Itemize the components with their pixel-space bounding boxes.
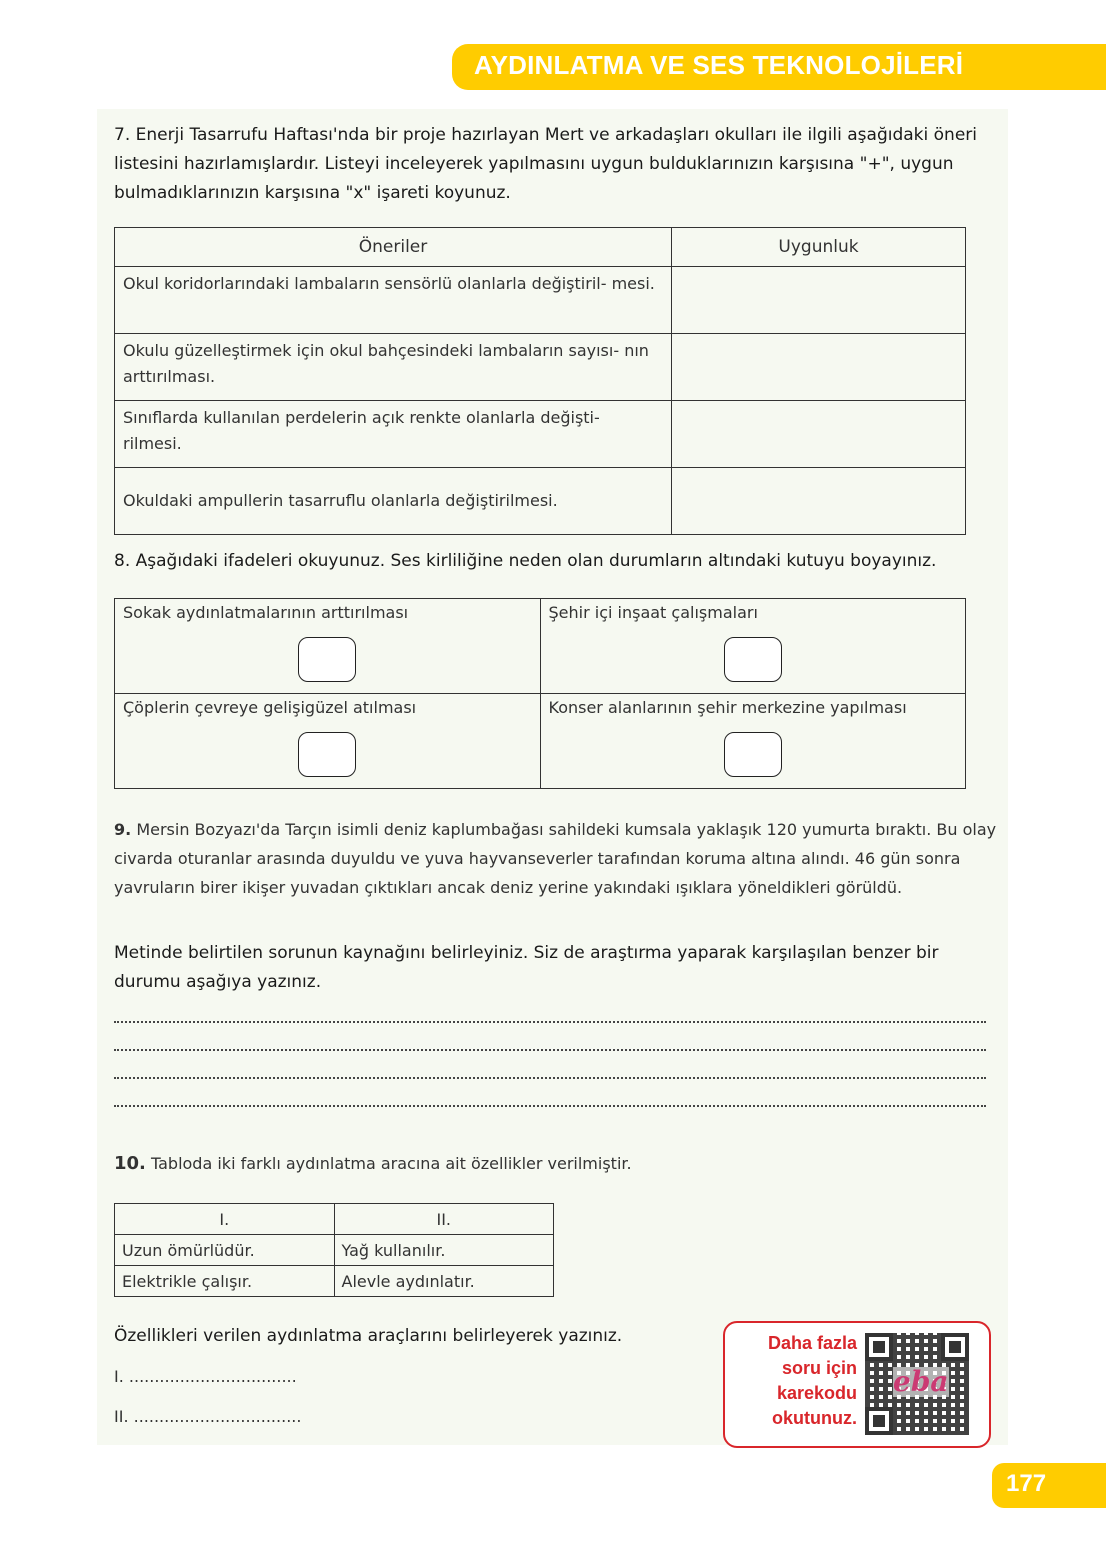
paint-box[interactable] [724,637,782,682]
statement-cell [115,694,541,789]
question-7-number: 7. [114,125,131,145]
noise-pollution-table [114,598,966,789]
answer-cell[interactable] [672,401,966,468]
question-10-number: 10. [114,1153,146,1174]
question-10-text: Tabloda iki farklı aydınlatma aracına ait özellikler verilmiştir. [150,1154,632,1173]
statement-text: Çöplerin çevreye gelişigüzel atılması [123,698,417,717]
suggestion-cell: Sınıflarda kullanılan perdelerin açık renkte olanlarla değişti- rilmesi. [115,401,672,468]
table-row [115,1235,554,1266]
question-10-prompt [114,1322,714,1351]
qr-text-line: okutunuz. [772,1408,857,1428]
suggestion-cell: Okul koridorlarındaki lambaların sensörlü olanlarla değiştiril- mesi. [115,267,672,334]
table-row [115,401,966,468]
answer-line-ii[interactable]: II. ................................. [114,1407,302,1426]
qr-finder-icon [865,1407,893,1435]
feature-cell: Elektrikle çalışır. [115,1266,335,1297]
question-9-number: 9. [114,820,132,839]
table-row [115,1266,554,1297]
lighting-tools-table [114,1203,554,1297]
qr-finder-icon [865,1333,893,1361]
page-number-badge [992,1463,1106,1508]
table-row [115,334,966,401]
qr-callout [723,1321,991,1448]
answer-line[interactable] [114,1075,986,1079]
answer-cell[interactable] [672,468,966,535]
chapter-header [452,44,1106,90]
chapter-title: AYDINLATMA VE SES TEKNOLOJİLERİ [474,50,964,80]
question-8-text: 8. Aşağıdaki ifadeleri okuyunuz. Ses kirliliğine neden olan durumların altındaki kutuyu boyayınız. [114,551,937,571]
qr-code-icon[interactable] [865,1333,969,1435]
paint-box[interactable] [298,732,356,777]
question-7-text: Enerji Tasarrufu Haftası'nda bir proje hazırlayan Mert ve arkadaşları okulları ile ilgili aşağıdaki öneri listesini hazırlamışlardır. Listeyi inceleyerek yapılmasını uygun bulduklarınızın karşısına "+", uygun bulmadıklarınızın karşısına "x" işareti koyunuz. [114,125,977,203]
statement-text: Konser alanlarının şehir merkezine yapılması [548,698,907,717]
answer-cell[interactable] [672,334,966,401]
question-9-prompt-text: Metinde belirtilen sorunun kaynağını belirleyiniz. Siz de araştırma yaparak karşılaşılan benzer bir durumu aşağıya yazınız. [114,943,939,992]
suggestion-cell: Okulu güzelleştirmek için okul bahçesindeki lambaların sayısı- nın arttırılması. [115,334,672,401]
qr-callout-text [733,1331,857,1431]
column-header-ii: II. [334,1204,554,1235]
table-row [115,267,966,334]
question-9-text: Mersin Bozyazı'da Tarçın isimli deniz kaplumbağası sahildeki kumsala yaklaşık 120 yumurta bıraktı. Bu olay civarda oturanlar arasında duyuldu ve yuva hayvanseverler tarafından koruma altına alındı. 46 gün sonra yavruların birer ikişer yuvadan çıktıkları ancak deniz yerine yakındaki ışıklara yöneldikleri görüldü. [114,820,997,897]
answer-line-i[interactable]: I. ................................. [114,1367,297,1386]
answer-cell[interactable] [672,267,966,334]
statement-text: Şehir içi inşaat çalışmaları [548,603,758,622]
question-7 [114,121,994,208]
answer-line[interactable] [114,1103,986,1107]
question-8 [114,547,1004,576]
feature-cell: Alevle aydınlatır. [334,1266,554,1297]
qr-text-line: Daha fazla [767,1333,857,1353]
answer-line[interactable] [114,1047,986,1051]
feature-cell: Uzun ömürlüdür. [115,1235,335,1266]
column-header-i: I. [115,1204,335,1235]
statement-cell [115,599,541,694]
column-header-suitability: Uygunluk [672,228,966,267]
answer-line[interactable] [114,1019,986,1023]
feature-cell: Yağ kullanılır. [334,1235,554,1266]
question-10-prompt-text: Özellikleri verilen aydınlatma araçlarını belirleyerek yazınız. [114,1326,623,1346]
suggestion-cell: Okuldaki ampullerin tasarruflu olanlarla değiştirilmesi. [115,468,672,535]
paint-box[interactable] [724,732,782,777]
qr-text-line: karekodu [776,1383,857,1403]
statement-cell [540,694,966,789]
paint-box[interactable] [298,637,356,682]
page-number: 177 [1006,1470,1047,1497]
qr-text-line: soru için [781,1358,857,1378]
statement-cell [540,599,966,694]
question-9-prompt [114,939,1004,997]
worksheet-panel [97,109,1008,1445]
column-header-suggestions: Öneriler [115,228,672,267]
statement-text: Sokak aydınlatmalarının arttırılması [123,603,409,622]
suggestions-table [114,227,966,535]
question-10 [114,1149,914,1178]
question-9 [114,815,1004,902]
table-row [115,468,966,535]
qr-finder-icon [941,1333,969,1361]
eba-logo-icon: eba [893,1365,949,1398]
